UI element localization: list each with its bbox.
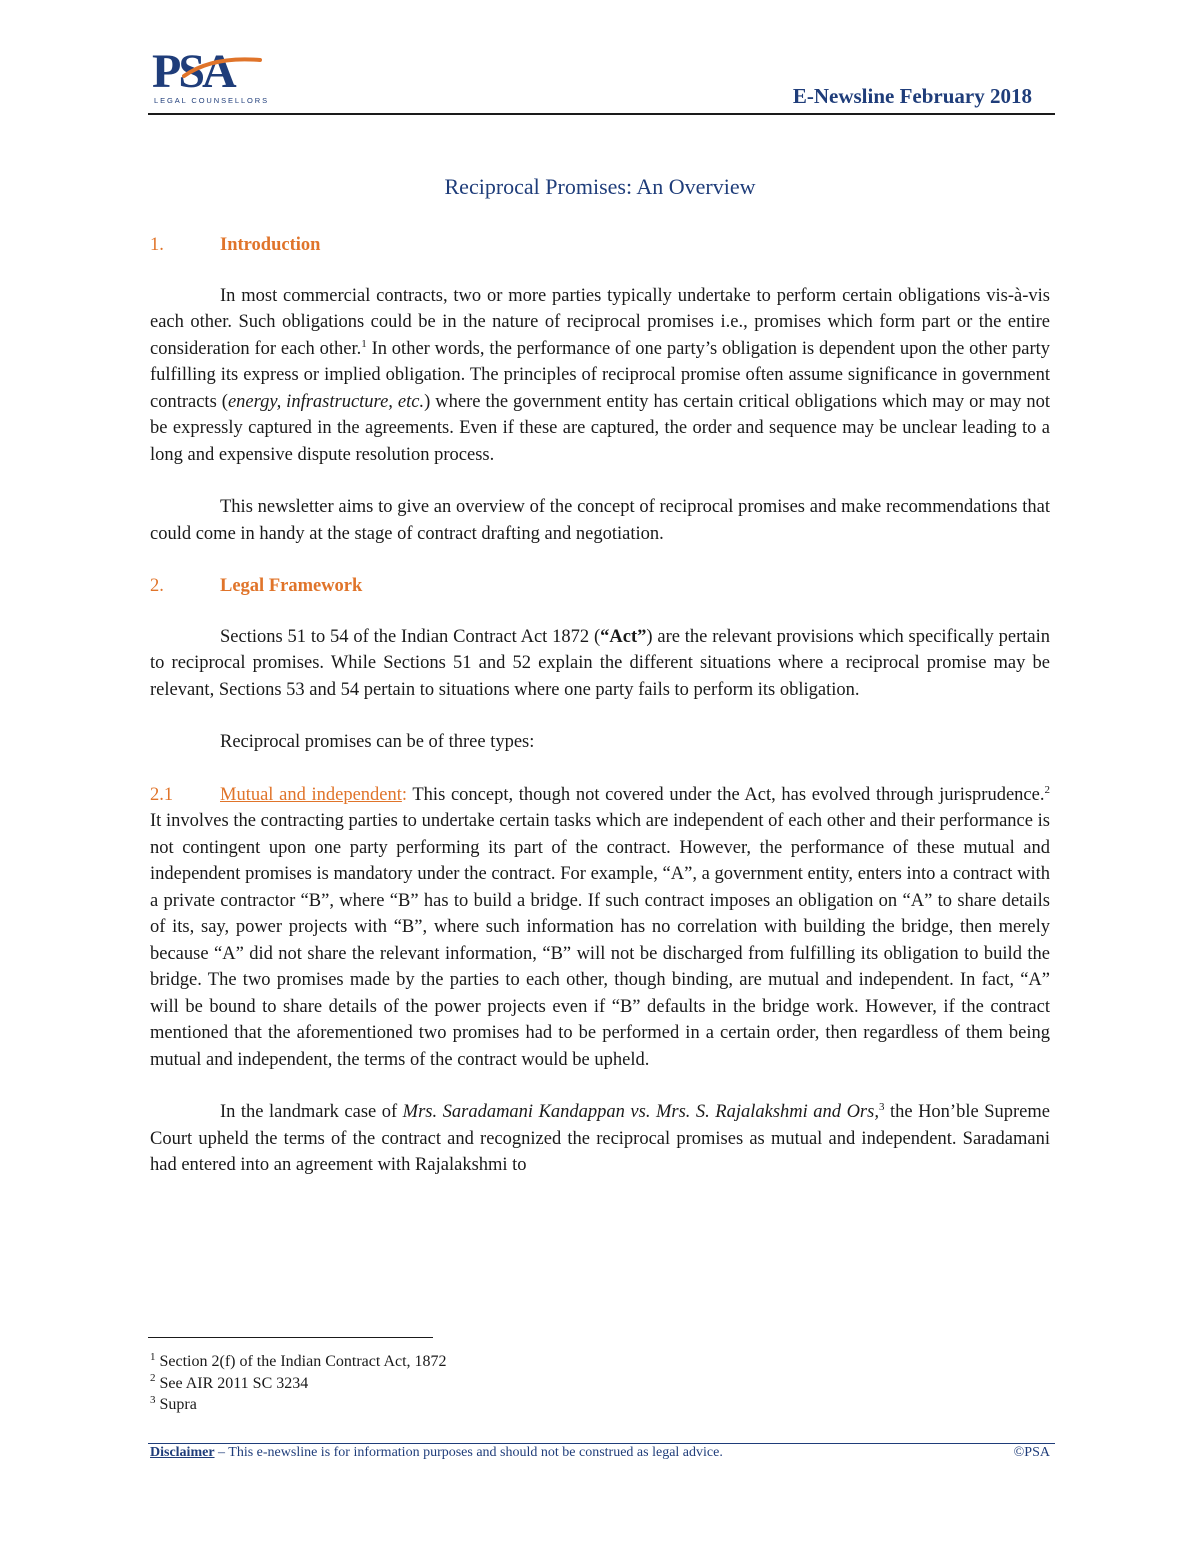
- document-title: Reciprocal Promises: An Overview: [444, 174, 756, 199]
- footnote-ref: 2: [1044, 783, 1050, 796]
- psa-logo: [152, 45, 272, 108]
- footnote-ref: 1: [361, 337, 367, 350]
- footnote-item: $^3$ Supra: [150, 1393, 197, 1413]
- legal-paragraph-1: Sections 51 to 54 of the Indian Contract Act 1872 (“Act”) are the relevant provisions which specifically pertain to reciprocal promises. While Sections 51 and 52 explain the different situations where a reciprocal promise may be relevant, Sections 53 and 54 pertain to situations where one party fails to perform its obligation.: [150, 626, 1050, 700]
- header-divider: [148, 113, 1055, 115]
- copyright: ©PSA: [1013, 1445, 1050, 1460]
- section-heading-legal-framework: 2. Legal Framework: [150, 576, 363, 596]
- footnote-item: $^1$ Section 2(f) of the Indian Contract Act, 1872: [150, 1350, 447, 1370]
- disclaimer: Disclaimer – This e-newsline is for information purposes and should not be construed as legal advice.: [150, 1445, 723, 1460]
- document-body: [150, 232, 1050, 1179]
- subsection-number: 2.1: [150, 784, 174, 805]
- newsletter-title: E-Newsline February 2018: [792, 84, 1032, 108]
- intro-paragraph-1: In most commercial contracts, two or more parties typically undertake to perform certain obligations vis-à-vis each other. Such obligations could be in the nature of reciprocal promises i.e., promises which form part or the entire consideration for each other.$^1$ In other words, the performance of one party’s obligation is dependent upon the other party fulfilling its express or implied obligation. The principles of reciprocal promise often assume significance in government contracts (energy, infrastructure, etc.) where the government entity has certain critical obligations which may or may not be expressly captured in the agreements. Even if these are captured, the order and sequence may be unclear leading to a long and expensive dispute resolution process.: [150, 285, 1051, 465]
- subsection-mutual-independent: 2.1 Mutual and independent: This concept, though not covered under the Act, has evolved through jurisprudence.$^2$ It involves the contracting parties to undertake certain tasks which are independent of each other and their performance is not contingent upon one party performing its part of the contract. However, the performance of these mutual and independent promises is mandatory under the contract. For example, “A”, a government entity, enters into a contract with a private contractor “B”, where “B” has to build a bridge. If such contract imposes an obligation on “A” to share details of its, say, power projects with “B”, where such information has no correlation with building the bridge, then merely because “A” did not share the relevant information, “B” will not be discharged from fulfilling its obligation to build the bridge. The two promises made by the parties to each other, though binding, are mutual and independent. In fact, “A” will be bound to share details of the power projects even if “B” defaults in the bridge work. However, if the contract mentioned that the aforementioned two promises had to be performed in a certain order, then regardless of them being mutual and independent, the terms of the contract would be upheld.: [150, 783, 1050, 1070]
- section-heading-introduction: 1. Introduction: [150, 235, 321, 255]
- logo-subtitle: LEGAL COUNSELLORS: [154, 96, 269, 105]
- footnote-divider: [148, 1337, 433, 1338]
- intro-paragraph-2: This newsletter aims to give an overview of the concept of reciprocal promises and make recommendations that could come in handy at the stage of contract drafting and negotiation.: [150, 497, 1050, 544]
- logo-text: PSA: [152, 45, 234, 98]
- footnote-item: $^2$ See AIR 2011 SC 3234: [150, 1372, 309, 1392]
- footnotes: [150, 1351, 447, 1416]
- logo-swoosh-icon: [182, 54, 262, 84]
- disclaimer-label: Disclaimer: [150, 1445, 215, 1460]
- footer-divider: [148, 1443, 1055, 1444]
- subsection-heading: Mutual and independent: [220, 784, 402, 805]
- legal-paragraph-3: In the landmark case of Mrs. Saradamani Kandappan vs. Mrs. S. Rajalakshmi and Ors,$^3$ the Hon’ble Supreme Court upheld the terms of the contract and recognized the reciprocal promises as mutual and independent. Saradamani had entered into an agreement with Rajalakshmi to: [150, 1100, 1050, 1175]
- footnote-ref: 3: [878, 1100, 885, 1113]
- legal-paragraph-2: Reciprocal promises can be of three types:: [220, 732, 535, 752]
